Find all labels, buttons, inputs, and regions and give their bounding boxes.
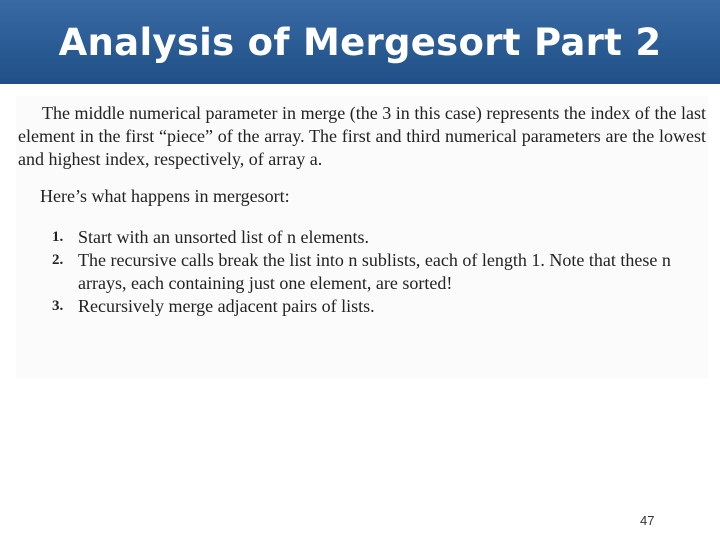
list-item [52,249,702,295]
list-item [52,226,702,249]
paragraph-merge-parameters: The middle numerical parameter in merge (the 3 in this case) represents the index of the last element in the first “piece” of the array. The first and third numerical parameters are the lowest and highest index, respectively, of array a. [18,103,706,169]
step-number: 1. [52,229,64,245]
paragraph-mergesort-intro: Here’s what happens in mergesort: [40,186,290,206]
slide-title: Analysis of Mergesort Part 2 [58,20,662,64]
scanned-text-image [16,96,708,378]
page-number: 47 [640,513,655,528]
list-item [52,295,702,318]
step-number: 2. [52,252,64,268]
step-text: The recursive calls break the list into n sublists, each of length 1. Note that these n arrays, each containing just one element, are sorted! [78,250,671,293]
step-number: 3. [52,298,64,314]
title-bar [0,0,720,84]
step-text: Start with an unsorted list of n elements. [78,227,369,247]
mergesort-steps-list [52,226,702,318]
step-text: Recursively merge adjacent pairs of lists. [78,296,375,316]
